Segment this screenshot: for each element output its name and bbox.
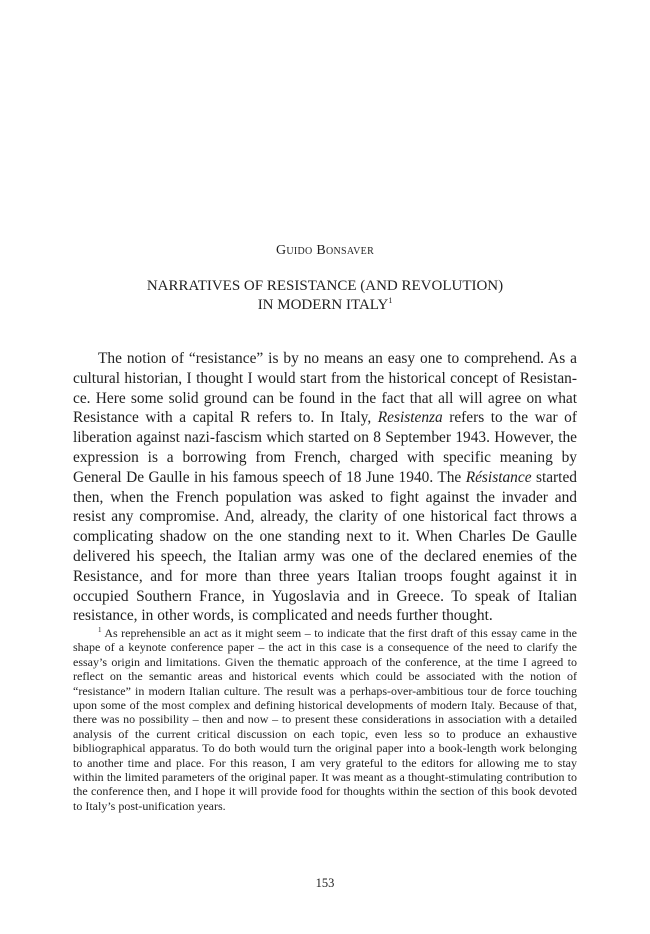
page-number: 153 — [315, 876, 335, 890]
body-text-part-2: refers to the war of liberation against nazi-fascism which started on 8 September 1943. However, the expression is a borrowing from French, charged with specific meaning by General De Gaulle in his famous speech of 18 June 1940. The — [73, 409, 578, 486]
title-line-1: NARRATIVES OF RESISTANCE (AND REVOLUTION) — [146, 278, 504, 294]
chapter-title — [100, 277, 550, 315]
title-line-2 — [100, 296, 550, 315]
footnote-reference[interactable]: 1 — [388, 296, 393, 305]
footnote — [73, 626, 577, 813]
footnote-marker: 1 — [98, 626, 102, 634]
footnote-text: As reprehensible an act as it might seem – to indicate that the first draft of this essay came in the shape of a keynote conference paper – the act in this case is a consequence of the need to clarify the essay’s origin and limitations. Given the thematic approach of the conference, at the time I agreed to reflect on the semantic areas and historical events which could be associated with the notion of “resistance” in modern Italian culture. The result was a perhaps-over-ambitious tour de force touching upon some of the most complex and defining historical developments of modern Italy. Because of that, there was no possibility – then and now – to present these considerations in association with a detailed analysis of the current critical discussion on each topic, even less so to produce an exhaustive bibliographical apparatus. To do both would turn the original paper into a book-length work belonging to another time and place. For this reason, I am very grateful to the editors for allowing me to stay within the limited parameters of the original paper. It was meant as a thought-stimulating contribution to the conference then, and I hope it will provide food for thoughts within the section of this book devoted to Italy’s post-unification years. — [73, 626, 577, 813]
author-name: Guido Bonsaver — [275, 243, 375, 258]
italic-term-resistance: Résistance — [465, 468, 532, 486]
body-text-part-3: started then, when the French population was asked to fight against the invader and resist any compromise. And, already, the clarity of one historical fact throws a complicating shadow on the one standing next to it. When Charles De Gaulle delivered his speech, the Italian army was one of the declared enemies of the Resistance, and for more than three years Italian troops fought against it in occupied Southern France, in Yugoslavia and in Greece. To speak of Italian resistance, in other words, is complicated and needs further thought. — [73, 468, 577, 625]
title-line-2-text: IN MODERN ITALY — [257, 297, 389, 313]
body-paragraph — [73, 349, 577, 626]
body-text-part-1: The notion of “resistance” is by no means an easy one to comprehend. As a cultural historian, I thought I would start from the historical concept of Resistance. Here some solid ground can be found in the fact that all will agree on what Resistance with a capital R refers to. In Italy, — [73, 350, 577, 427]
italic-term-resistenza: Resistenza — [377, 409, 443, 427]
